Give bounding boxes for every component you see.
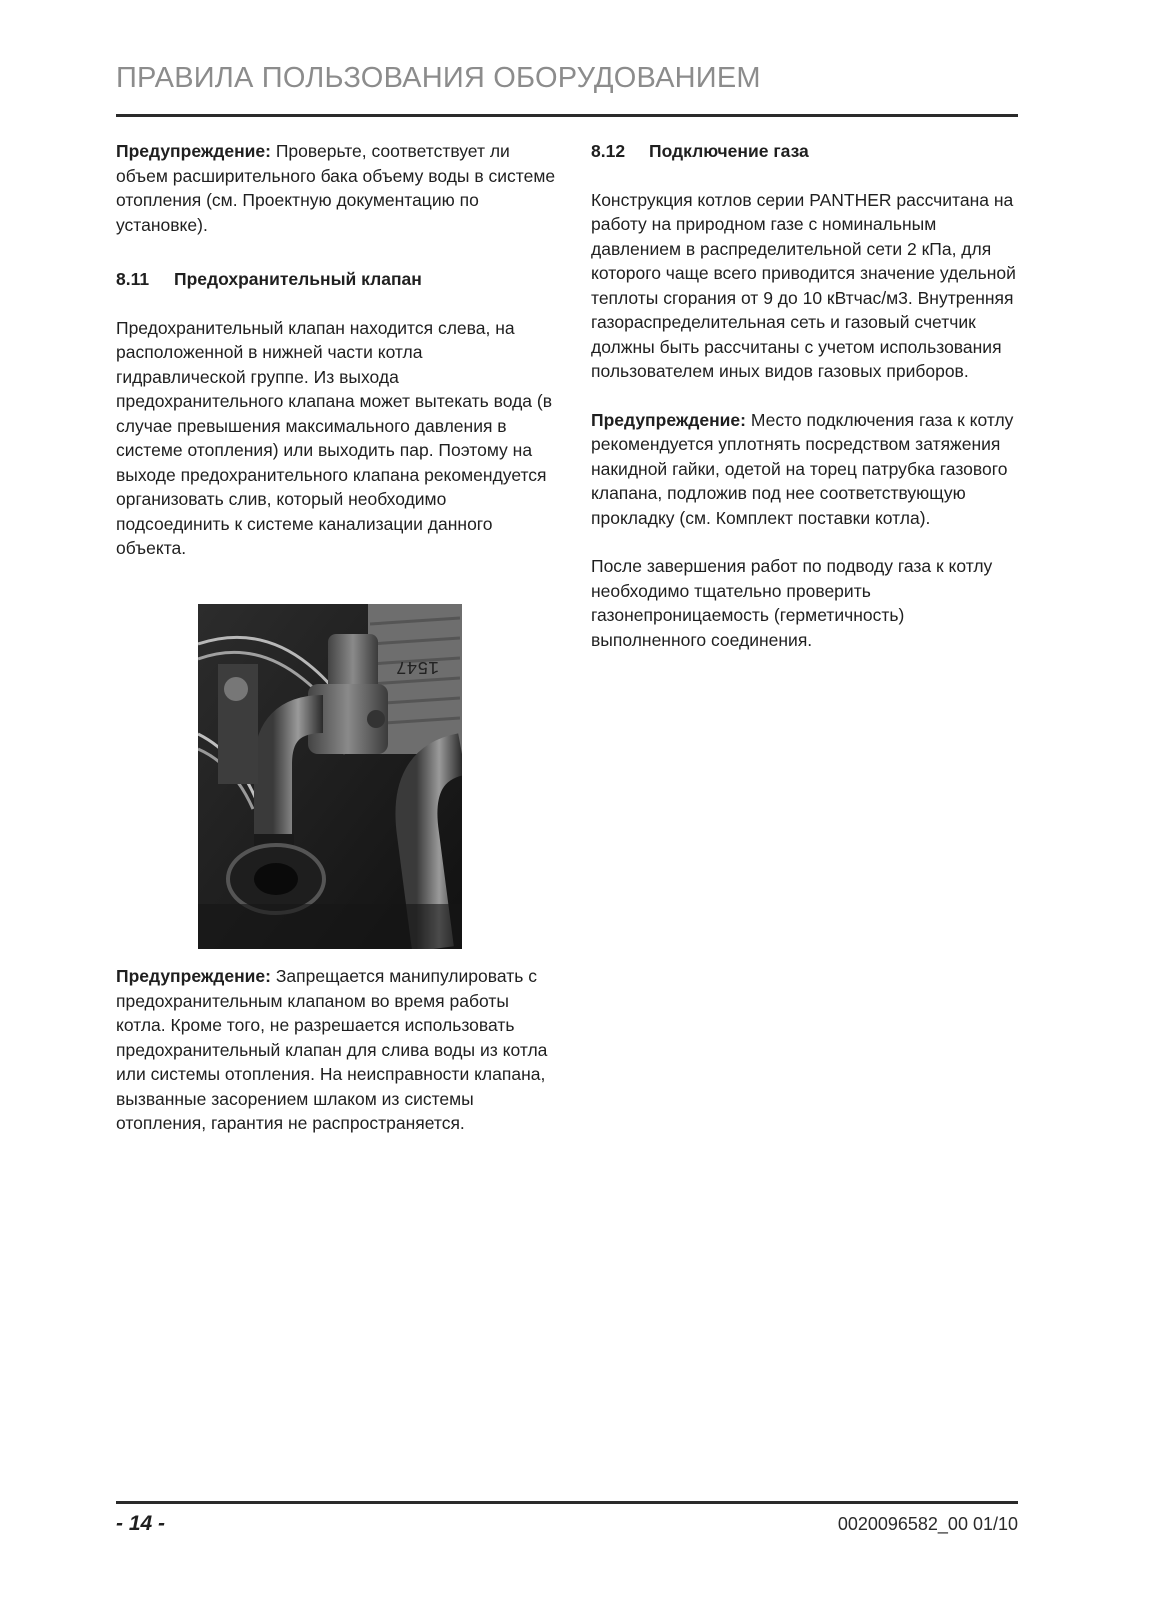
section-number: 8.11	[116, 269, 150, 289]
warning-text: Место подключения газа к котлу рекомендуется уплотнять посредством затяжения накидной гайки, одетой на торец патрубка газового клапана, подложив под нее соответствующую прокладку (см. Комплект поставки котла).	[591, 409, 1014, 528]
left-column	[116, 139, 556, 561]
section-number: 8.12	[591, 141, 626, 161]
warning-label: Предупреждение:	[116, 966, 271, 986]
warning-text: Запрещается манипулировать с предохранительным клапаном во время работы котла. Кроме того, не разрешается использовать предохранительный клапан для слива воды из котла или системы отопления. На неисправности клапана, вызванные засорением шлаком из системы отопления, гарантия не распространяется.	[116, 966, 548, 1133]
page-header-title: ПРАВИЛА ПОЛЬЗОВАНИЯ ОБОРУДОВАНИЕМ	[116, 62, 761, 94]
gas-connection-paragraph: Конструкция котлов серии PANTHER рассчитана на работу на природном газе с номинальным давлением в распределительной сети 2 кПа, для которого чаще всего приводится значение удельной теплоты сгорания от 9 до 10 кВтчас/м3. Внутренняя газораспределительная сеть и газовый счетчик должны быть рассчитаны с учетом использования пользователем иных видов газовых приборов.	[591, 189, 1016, 381]
page-number: - 14 -	[116, 1512, 166, 1535]
section-heading-8-12	[591, 139, 1021, 164]
warning-valve-operation	[116, 964, 556, 1136]
section-title: Предохранительный клапан	[174, 269, 422, 289]
section-title: Подключение газа	[649, 141, 809, 161]
panel-marking: 1547	[395, 656, 439, 676]
safety-valve-paragraph: Предохранительный клапан находится слева, на расположенной в нижней части котла гидравлической группе. Из выхода предохранительного клапана может вытекать вода (в случае превышения максимального давления в системе отопления) или выходить пар. Поэтому на выходе предохранительного клапана рекомендуется организовать слив, который необходимо подсоединить к системе канализации данного объекта.	[116, 317, 553, 558]
header-rule	[116, 114, 1018, 117]
warning-expansion-tank	[116, 139, 556, 237]
section-heading-8-11	[116, 267, 556, 292]
right-column	[591, 139, 1021, 652]
warning-label: Предупреждение:	[591, 409, 746, 430]
warning-text: Проверьте, соответствует ли объем расширительного бака объему воды в системе отопления (см. Проектную документацию по установке).	[116, 141, 556, 235]
safety-valve-photo	[198, 604, 462, 949]
left-column-bottom	[116, 964, 556, 1136]
document-code: 0020096582_00 01/10	[837, 1514, 1018, 1534]
footer-rule	[116, 1501, 1018, 1504]
warning-label: Предупреждение:	[116, 141, 271, 161]
gas-leak-check-paragraph: После завершения работ по подводу газа к котлу необходимо тщательно проверить газонепроницаемость (герметичность) выполненного соединения.	[591, 556, 993, 650]
warning-gas-seal	[591, 408, 1021, 531]
